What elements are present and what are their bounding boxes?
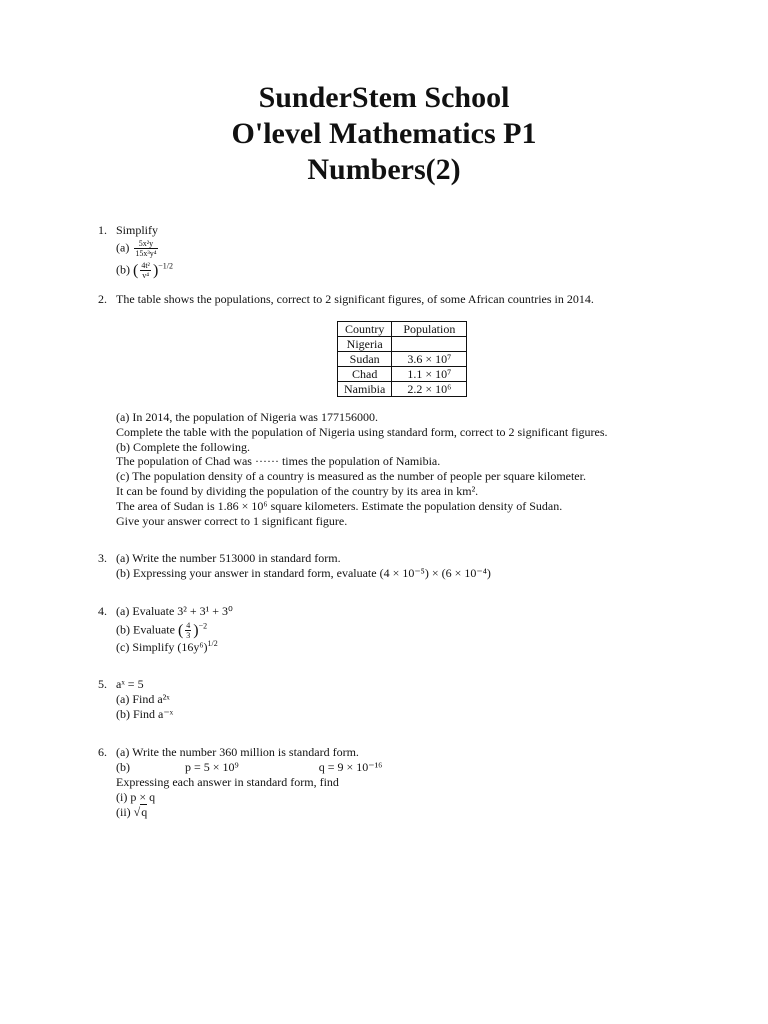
table-row	[338, 352, 467, 367]
table-row	[338, 337, 467, 352]
q2-line: (b) Complete the following.	[116, 439, 250, 454]
column-header: Country	[338, 322, 392, 337]
question-2	[98, 292, 594, 307]
q4-b-prefix: (b) Evaluate	[116, 622, 175, 637]
sqrt-icon: √	[133, 805, 141, 819]
country-cell: Chad	[338, 367, 392, 382]
q4-b-denominator: 3	[186, 631, 191, 640]
question-2-parts	[98, 410, 608, 528]
table-row	[338, 367, 467, 382]
column-header: Population	[392, 322, 467, 337]
question-number: 6.	[98, 745, 107, 759]
q2-line: It can be found by dividing the population of the country by its area in km².	[116, 483, 479, 498]
q2-line: Complete the table with the population of Nigeria using standard form, correct to 2 significant figures.	[116, 424, 608, 439]
q4-c-exponent: 1/2	[207, 639, 218, 648]
right-paren: )	[152, 262, 159, 279]
country-cell: Sudan	[338, 352, 392, 367]
question-number: 2.	[98, 292, 107, 306]
q4-c-text: (c) Simplify (16y⁶)	[116, 640, 208, 654]
topic-title: Numbers(2)	[307, 153, 461, 186]
q6-b-label: (b)	[116, 760, 130, 774]
country-cell: Namibia	[338, 382, 392, 397]
q4-b-exponent: −2	[198, 621, 208, 631]
title-block	[0, 80, 768, 188]
question-4	[98, 604, 233, 655]
q1-a-denominator: 15x³y⁴	[135, 249, 157, 258]
country-cell: Nigeria	[338, 337, 392, 352]
question-number: 3.	[98, 551, 107, 565]
q1-b-exponent: −1/2	[158, 261, 174, 271]
q4-part-a: (a) Evaluate 3² + 3¹ + 3⁰	[116, 604, 233, 618]
q2-intro: The table shows the populations, correct to 2 significant figures, of some African countries in 2014.	[116, 292, 594, 306]
q4-b-fraction	[185, 621, 191, 640]
population-cell: 3.6 × 10⁷	[392, 352, 467, 367]
table-row	[338, 382, 467, 397]
q4-b-numerator: 4	[186, 621, 191, 630]
question-number: 1.	[98, 223, 107, 237]
q1-b-fraction	[140, 261, 151, 280]
q6-part-a: (a) Write the number 360 million is standard form.	[116, 745, 359, 759]
q1-b-denominator: v⁴	[142, 271, 150, 280]
right-paren: )	[193, 622, 199, 639]
question-5	[98, 677, 173, 722]
q6-part-i: (i) p × q	[116, 790, 156, 804]
question-6	[98, 745, 382, 820]
q1-a-numerator: 5x²y	[134, 239, 157, 249]
q4-part-c	[116, 640, 233, 655]
question-number: 4.	[98, 604, 107, 618]
table-header-row	[338, 322, 467, 337]
q6-q-value: q = 9 × 10⁻¹⁶	[318, 760, 383, 774]
q1-part-b	[116, 261, 173, 280]
question-number: 5.	[98, 677, 107, 691]
q4-part-b	[116, 621, 233, 640]
q1-part-a	[116, 239, 173, 258]
q3-part-b: (b) Expressing your answer in standard form, evaluate (4 × 10⁻⁵) × (6 × 10⁻⁴)	[116, 566, 491, 580]
q6-instruction: Expressing each answer in standard form, find	[116, 775, 339, 789]
q1-b-numerator: 4t²	[141, 261, 150, 270]
left-paren: (	[177, 622, 184, 639]
population-cell: 2.2 × 10⁶	[392, 382, 467, 397]
population-table	[337, 321, 467, 397]
school-name: SunderStem School	[258, 81, 510, 114]
q2-line: (c) The population density of a country is measured as the number of people per square kilometer.	[116, 469, 586, 484]
q2-line: The area of Sudan is 1.86 × 10⁶ square kilometers. Estimate the population density of Sudan.	[116, 498, 563, 513]
q6-p-value: p = 5 × 10⁹	[185, 760, 239, 774]
population-cell	[392, 337, 467, 352]
q1-a-label: (a)	[116, 240, 130, 255]
q6-part-ii	[116, 805, 382, 820]
q6-ii-prefix: (ii)	[116, 805, 131, 819]
population-cell: 1.1 × 10⁷	[392, 367, 467, 382]
q2-line: (a) In 2014, the population of Nigeria was 177156000.	[116, 410, 378, 424]
q5-given: aˣ = 5	[116, 677, 144, 691]
q6-ii-radicand: q	[141, 805, 148, 819]
q2-line: The population of Chad was ······ times the population of Namibia.	[116, 454, 441, 469]
q5-part-b: (b) Find a⁻ˣ	[116, 707, 174, 721]
subject-title: O'level Mathematics P1	[231, 117, 537, 150]
q1-title: Simplify	[116, 223, 159, 237]
q6-part-b	[116, 760, 382, 775]
q1-a-fraction	[134, 239, 157, 258]
q3-part-a: (a) Write the number 513000 in standard form.	[116, 551, 341, 565]
q2-line: Give your answer correct to 1 significant figure.	[116, 513, 348, 528]
question-3	[98, 551, 491, 581]
q5-part-a: (a) Find a²ˣ	[116, 692, 170, 706]
left-paren: (	[133, 262, 139, 279]
q1-b-label: (b)	[116, 262, 130, 277]
question-1	[98, 223, 173, 280]
